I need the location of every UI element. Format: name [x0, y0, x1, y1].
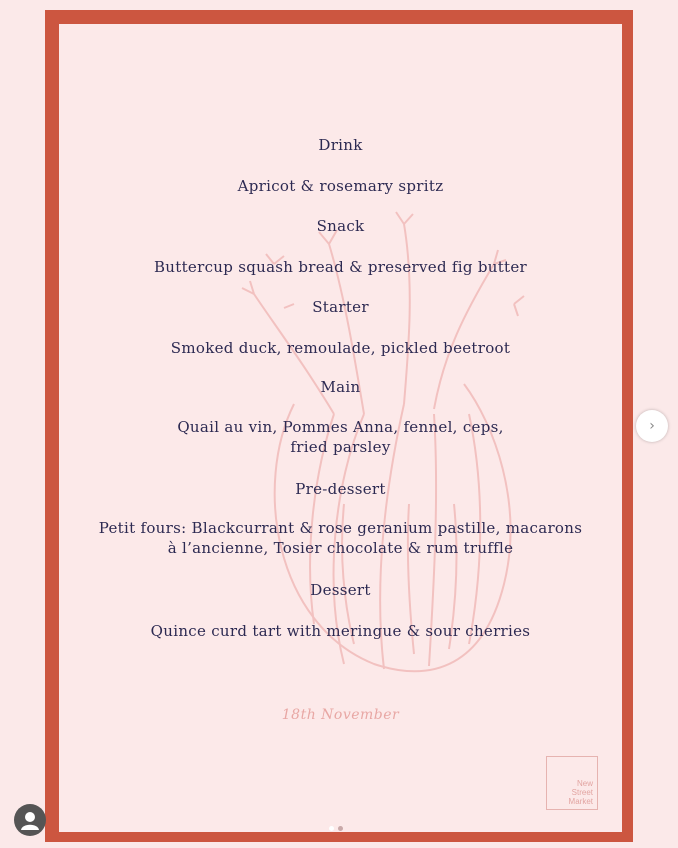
chevron-right-icon: ›: [649, 418, 655, 434]
carousel-dot[interactable]: [338, 826, 343, 831]
menu-line: Drink: [318, 136, 363, 154]
menu-line: à l’ancienne, Tosier chocolate & rum truffle: [167, 539, 514, 557]
menu-line: Dessert: [310, 581, 371, 599]
user-avatar-icon: [14, 804, 46, 836]
menu-line: Quail au vin, Pommes Anna, fennel, ceps,: [177, 418, 504, 436]
course-heading-snack: [59, 216, 622, 236]
menu-line: Snack: [316, 217, 365, 235]
logo-line: Street: [571, 788, 593, 797]
course-heading-drink: [59, 135, 622, 155]
course-item-snack: [59, 257, 622, 277]
user-avatar[interactable]: [14, 804, 46, 836]
menu-line: fried parsley: [290, 438, 391, 456]
logo-line: Market: [568, 797, 593, 806]
menu-line: Petit fours: Blackcurrant & rose geranium pastille, macarons: [98, 519, 583, 537]
new-street-market-logo: [546, 756, 598, 810]
course-item-drink: [59, 176, 622, 196]
course-heading-dessert: [59, 580, 622, 600]
menu-line: Pre-dessert: [295, 480, 386, 498]
menu-line: Quince curd tart with meringue & sour cherries: [150, 622, 531, 640]
carousel-dot-active[interactable]: [329, 826, 334, 831]
course-heading-pre-dessert: [59, 479, 622, 499]
menu-line: Starter: [312, 298, 369, 316]
menu-card-paper: [59, 24, 622, 832]
menu-date: 18th November: [281, 707, 400, 723]
course-item-pre-dessert: [59, 518, 622, 558]
next-slide-button[interactable]: [636, 410, 668, 442]
course-heading-main: [59, 377, 622, 397]
menu-line: Apricot & rosemary spritz: [237, 177, 444, 195]
menu-line: Smoked duck, remoulade, pickled beetroot: [170, 339, 511, 357]
course-item-main: [59, 417, 622, 457]
course-item-starter: [59, 338, 622, 358]
course-heading-starter: [59, 297, 622, 317]
menu-line: Main: [320, 378, 361, 396]
course-item-dessert: [59, 621, 622, 641]
logo-line: New: [576, 779, 593, 788]
menu-line: Buttercup squash bread & preserved fig butter: [153, 258, 528, 276]
